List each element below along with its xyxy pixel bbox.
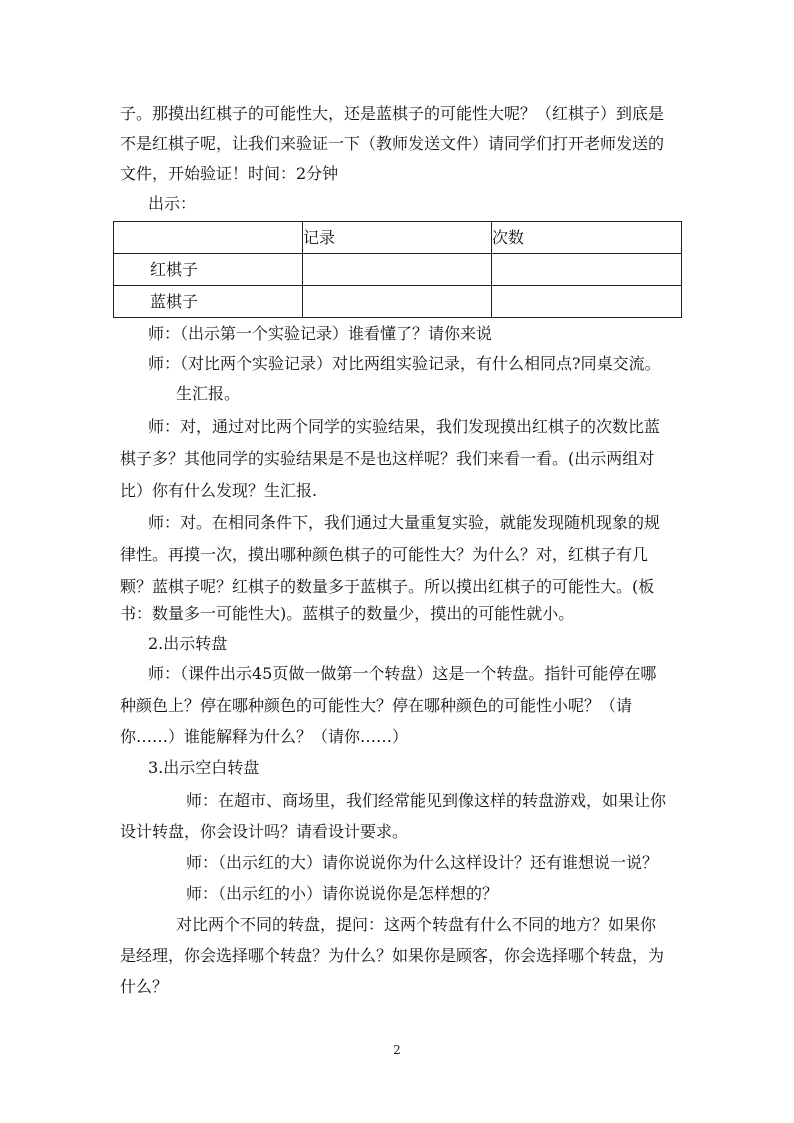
paragraph-line: 师：（对比两个实验记录）对比两组实验记录，有什么相同点?同桌交流。 [148, 354, 661, 373]
paragraph-line: 律性。再摸一次，摸出哪种颜色棋子的可能性大？为什么？对，红棋子有几 [120, 545, 649, 564]
table-cell [492, 254, 682, 286]
paragraph-line: 种颜色上？停在哪种颜色的可能性大？停在哪种颜色的可能性小呢？（请 [120, 696, 633, 715]
paragraph-line: 你……）谁能解释为什么？（请你……） [120, 727, 409, 746]
table-cell [303, 286, 492, 318]
paragraph-line: 书：数量多一可能性大)。蓝棋子的数量少，摸出的可能性就小。 [120, 604, 575, 623]
table-row-label: 蓝棋子 [114, 286, 303, 318]
paragraph-line: 是经理，你会选择哪个转盘？为什么？如果你是顾客，你会选择哪个转盘，为 [120, 946, 665, 965]
paragraph-line: 棋子多？其他同学的实验结果是不是也这样呢？我们来看一看。(出示两组对 [120, 449, 655, 468]
paragraph-line: 子。那摸出红棋子的可能性大，还是蓝棋子的可能性大呢？（红棋子）到底是 [120, 104, 665, 123]
table-header-cell [114, 222, 303, 254]
paragraph-line: 什么？ [120, 977, 169, 996]
paragraph-line: 对比两个不同的转盘，提问：这两个转盘有什么不同的地方？如果你 [176, 915, 657, 934]
table-header-record: 记录 [303, 222, 492, 254]
table-header-count: 次数 [492, 222, 682, 254]
paragraph-line: 出示： [148, 194, 197, 213]
table-cell [303, 254, 492, 286]
paragraph-line: 师：对，通过对比两个同学的实验结果，我们发现摸出红棋子的次数比蓝 [148, 417, 661, 436]
paragraph-line: 师：在超市、商场里，我们经常能见到像这样的转盘游戏，如果让你 [186, 791, 667, 810]
paragraph-line: 生汇报。 [176, 384, 241, 403]
table-header-row [114, 222, 682, 254]
table-row [114, 254, 682, 286]
paragraph-line: 师：（出示红的大）请你说说你为什么这样设计？还有谁想说一说？ [186, 853, 659, 872]
paragraph-line: 不是红棋子呢，让我们来验证一下（教师发送文件）请同学们打开老师发送的 [120, 134, 665, 153]
paragraph-line: 比）你有什么发现？生汇报. [120, 481, 318, 500]
paragraph-line: 师：（出示红的小）请你说说你是怎样想的？ [186, 884, 499, 903]
section-heading: 2.出示转盘 [148, 634, 228, 653]
paragraph-line: 师：对。在相同条件下，我们通过大量重复实验，就能发现随机现象的规 [148, 513, 661, 532]
table-row-label: 红棋子 [114, 254, 303, 286]
record-table [113, 221, 682, 318]
paragraph-line: 师：（课件出示45页做一做第一个转盘）这是一个转盘。指针可能停在哪 [148, 664, 657, 683]
paragraph-line: 师：（出示第一个实验记录）谁看懂了？请你来说 [148, 324, 493, 343]
paragraph-line: 设计转盘，你会设计吗？请看设计要求。 [120, 822, 409, 841]
table-row [114, 286, 682, 318]
table-cell [492, 286, 682, 318]
page-number: 2 [393, 1043, 401, 1057]
paragraph-line: 颗？蓝棋子呢？红棋子的数量多于蓝棋子。所以摸出红棋子的可能性大。(板 [120, 577, 655, 596]
paragraph-line: 文件，开始验证！时间：2分钟 [120, 164, 339, 183]
section-heading: 3.出示空白转盘 [148, 758, 260, 777]
